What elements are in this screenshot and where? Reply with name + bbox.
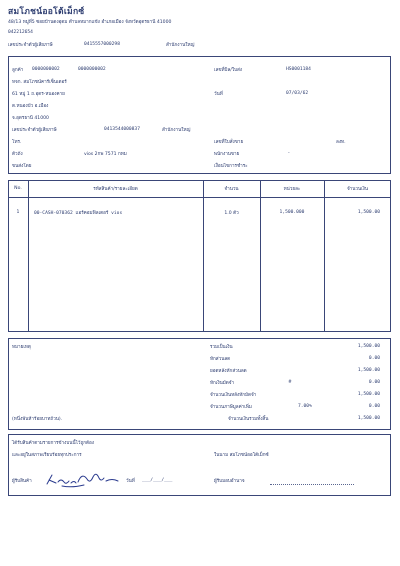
- customer-car: vios 2กพ 7571 กทม: [84, 152, 127, 157]
- company-phone: 042212654: [8, 30, 33, 35]
- receive-date-label: วันที่: [126, 479, 135, 484]
- summary-vat-label: จำนวนภาษีมูลค่าเพิ่ม: [210, 405, 252, 410]
- items-table: [8, 180, 391, 332]
- summary-discount-value: 0.00: [368, 356, 380, 361]
- authorized-label: ผู้รับมอบอำนาจ: [214, 479, 245, 484]
- on-behalf-of: ในนาม สมโภชน์ออโต้เม็กซ์: [214, 453, 269, 458]
- doc-no: HS0001184: [286, 67, 311, 72]
- receive-date-blank: ___/___/___: [142, 478, 173, 483]
- table-col-divider: [28, 180, 29, 332]
- company-branch: สำนักงานใหญ่: [166, 43, 195, 48]
- receiver-signature: [44, 468, 124, 490]
- receiver-label: ผู้รับสินค้า: [12, 479, 32, 484]
- summary-deposit-mark: #: [288, 380, 292, 385]
- header-unit-price: หน่วยละ: [283, 187, 301, 192]
- customer-code: 0000000002: [32, 67, 60, 72]
- customer-name: หจก. สมโภชน์คาร์เซ็นเตอร์: [12, 80, 67, 85]
- company-tax-label: เลขประจำตัวผู้เสียภาษี: [8, 43, 53, 48]
- table-col-divider: [324, 180, 325, 332]
- doc-terms-label: เงื่อนไขการชำระ: [214, 164, 248, 169]
- doc-date-label: วันที่: [214, 92, 223, 97]
- company-tax-id: 0415557000298: [84, 42, 120, 47]
- company-name: สมโภชน์ออโต้เม็กซ์: [8, 7, 85, 17]
- doc-sales-label: พนักงานขาย: [214, 152, 240, 157]
- receipt-note-1: ได้รับสินค้าตามรายการข้างบนนี้ไว้ถูกต้อง: [12, 441, 95, 446]
- customer-address-1: 61 หมู่ 1 ถ.อุดร-หนองคาย: [12, 92, 65, 97]
- doc-sales: -: [288, 151, 290, 156]
- doc-date: 07/03/62: [286, 91, 309, 96]
- company-address: 48/13 หมู่ที่5 ซอยบ้านดงอุดม ตำบลหมากแข้ง อำเภอเมือง จังหวัดอุดรธานี 41000: [8, 20, 172, 25]
- summary-after-discount-label: ยอดหลังหักส่วนลด: [210, 369, 247, 374]
- header-no: No.: [14, 186, 22, 191]
- row-amount: 1,500.00: [357, 210, 380, 215]
- header-quantity: จำนวน: [224, 187, 239, 192]
- summary-subtotal-label: รวมเป็นเงิน: [210, 345, 233, 350]
- customer-car-label: ตัวถัง: [12, 152, 23, 157]
- summary-after-deposit-label: จำนวนเงินหลังหักมัดจำ: [210, 393, 257, 398]
- row-no: 1: [16, 210, 20, 215]
- summary-vat-value: 0.00: [368, 404, 380, 409]
- customer-branch: สำนักงานใหญ่: [162, 128, 191, 133]
- doc-ref-label: เลขที่ใบสั่งขาย: [214, 140, 244, 145]
- amount-in-words: (หนึ่งพันห้าร้อยบาทถ้วน).: [12, 417, 63, 422]
- summary-deposit-label: หักเงินมัดจำ: [210, 381, 235, 386]
- table-col-divider: [260, 180, 261, 332]
- summary-after-deposit-value: 1,500.00: [357, 392, 380, 397]
- remark-label: หมายเหตุ: [12, 345, 31, 350]
- doc-ref-suffix: ลงท.: [336, 140, 346, 145]
- customer-phone-label: โทร.: [12, 140, 22, 145]
- customer-info-box: [8, 56, 391, 174]
- authorized-signature-line: [270, 484, 354, 485]
- row-quantity: 1.0 ตัว: [224, 211, 239, 216]
- header-description: รหัสสินค้า/รายละเอียด: [93, 187, 138, 192]
- customer-tax-id: 0413544000837: [104, 127, 140, 132]
- table-col-divider: [203, 180, 204, 332]
- row-description: 00-CASH-070362 แอร์คอมฟิลเตอร์ vios: [34, 211, 123, 216]
- summary-after-discount-value: 1,500.00: [357, 368, 380, 373]
- customer-code-2: 0000000002: [78, 67, 106, 72]
- customer-tax-label: เลขประจำตัวผู้เสียภาษี: [12, 128, 57, 133]
- customer-address-3: จ.อุดรธานี 41000: [12, 116, 49, 121]
- customer-shipping-label: ขนส่งโดย: [12, 164, 32, 169]
- summary-grand-total-value: 1,500.00: [357, 416, 380, 421]
- table-header-divider: [8, 197, 391, 198]
- row-unit-price: 1,500.000: [279, 210, 305, 215]
- summary-subtotal-value: 1,500.00: [357, 344, 380, 349]
- customer-address-2: ต.หนองบัว อ.เมือง: [12, 104, 49, 109]
- receipt-note-2: และอยู่ในสภาพเรียบร้อยทุกประการ: [12, 453, 82, 458]
- summary-vat-rate: 7.00%: [298, 404, 312, 409]
- summary-grand-total-label: จำนวนเงินรวมทั้งสิ้น: [228, 417, 269, 422]
- summary-deposit-value: 0.00: [368, 380, 380, 385]
- summary-discount-label: หักส่วนลด: [210, 357, 231, 362]
- doc-no-label: เลขที่บิล/ใบส่ง: [214, 68, 243, 73]
- customer-code-label: ลูกค้า: [12, 68, 24, 73]
- header-amount: จำนวนเงิน: [346, 187, 369, 192]
